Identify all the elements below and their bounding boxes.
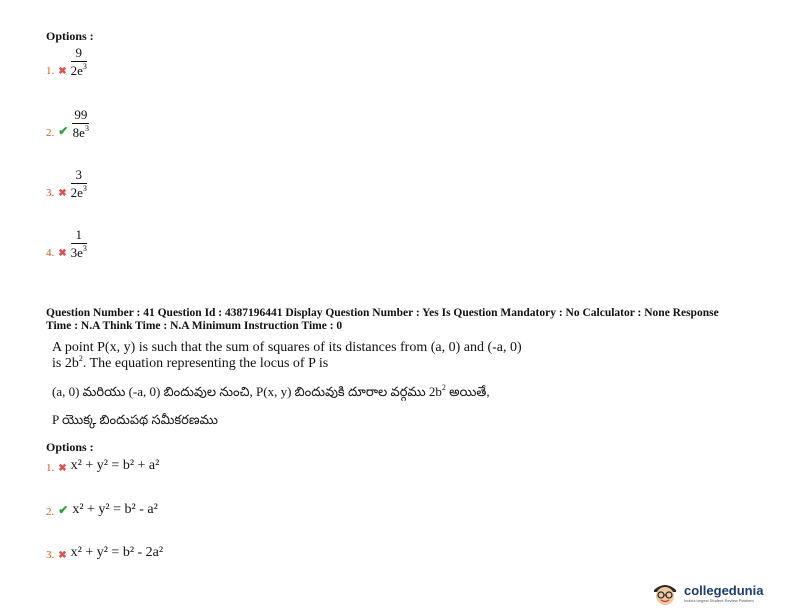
fraction — [71, 46, 87, 77]
logo-text: collegedunia — [684, 583, 764, 598]
options-label: Options : — [46, 29, 94, 43]
meta-line: Question Number : 41 Question Id : 4387196441 Display Question Number : Yes Is Question Mandatory : No Calculator : None Response — [46, 307, 719, 319]
options-label: Options : — [46, 440, 94, 454]
denominator: $8e^3$ — [72, 124, 89, 140]
option-1 — [46, 46, 87, 77]
cross-icon: ✖ — [58, 550, 67, 561]
cross-icon: ✖ — [58, 188, 67, 199]
mascot-icon — [650, 580, 680, 606]
check-icon: ✔ — [58, 124, 69, 138]
option-number: 3. — [46, 187, 55, 199]
option-2 — [46, 108, 89, 139]
fraction — [71, 228, 87, 259]
option-3 — [46, 545, 163, 561]
denominator: $2e^3$ — [70, 62, 87, 78]
fraction — [71, 168, 87, 199]
option-expression: x² + y² = b² - a² — [72, 502, 158, 517]
question-meta — [46, 307, 766, 333]
option-number: 2. — [46, 506, 55, 518]
numerator: 99 — [74, 107, 88, 122]
question-text-english: A point P(x, y) is such that the sum of squares of its distances from (a, 0) and (-a, 0) is $2b^2$. The equation representing the locus of P is — [52, 340, 522, 371]
option-number: 3. — [46, 549, 55, 561]
option-4 — [46, 228, 87, 259]
fraction — [72, 108, 89, 139]
option-2 — [46, 502, 158, 518]
cross-icon: ✖ — [58, 248, 67, 259]
numerator: 9 — [75, 45, 83, 60]
option-number: 1. — [46, 462, 55, 474]
option-number: 4. — [46, 247, 55, 259]
check-icon: ✔ — [58, 503, 69, 517]
numerator: 1 — [75, 227, 83, 242]
option-expression: x² + y² = b² - 2a² — [70, 545, 164, 560]
option-number: 1. — [46, 65, 55, 77]
logo-tagline: India's largest Student Review Platform — [684, 598, 754, 603]
cross-icon: ✖ — [58, 463, 67, 474]
option-1 — [46, 458, 159, 474]
denominator: $3e^3$ — [70, 244, 87, 260]
option-expression: x² + y² = b² + a² — [70, 458, 160, 473]
question-text-telugu: (a, 0) మరియు (-a, 0) బిందువుల నుంచి, P(x, y) బిందువుకి దూరాల వర్గము $2b^2$ అయితే, P యొక్క బిందుపథ సమీకరణము — [52, 383, 490, 427]
option-3 — [46, 168, 87, 199]
collegedunia-logo — [650, 580, 763, 606]
denominator: $2e^3$ — [70, 184, 87, 200]
meta-line: Time : N.A Think Time : N.A Minimum Instruction Time : 0 — [46, 320, 343, 332]
option-number: 2. — [46, 127, 55, 139]
cross-icon: ✖ — [58, 66, 67, 77]
numerator: 3 — [75, 167, 83, 182]
